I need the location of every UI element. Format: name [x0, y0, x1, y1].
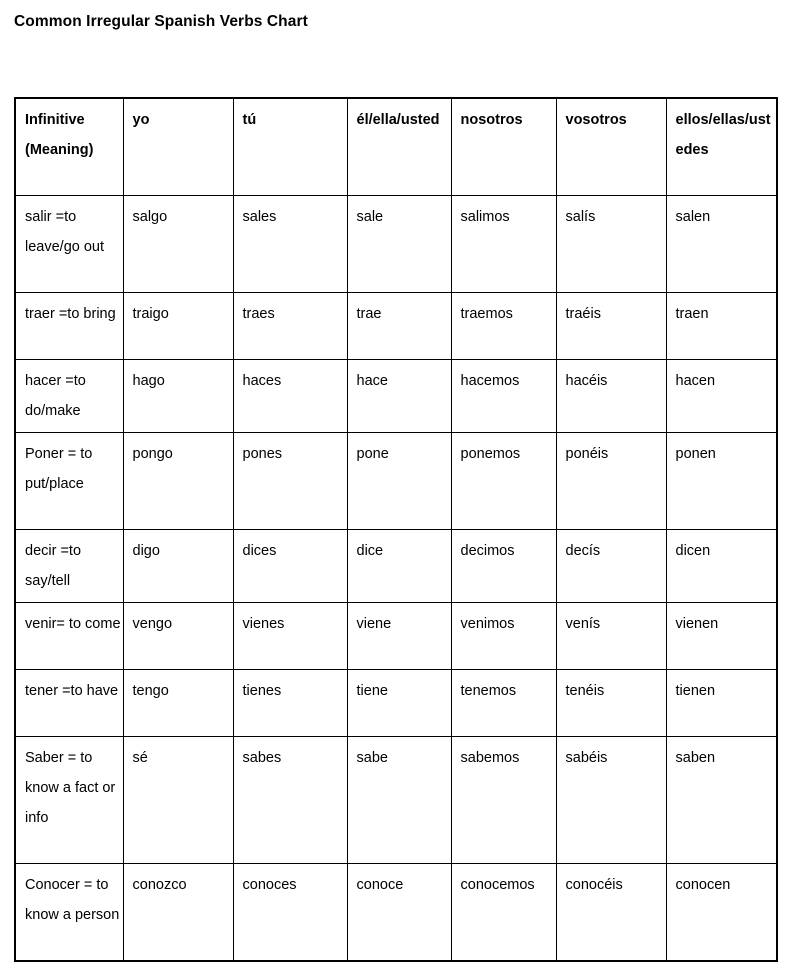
cell-infinitive: salir =to leave/go out	[15, 196, 123, 293]
cell-nosotros: decimos	[451, 530, 556, 603]
cell-nosotros: sabemos	[451, 737, 556, 864]
cell-vosotros: ponéis	[556, 433, 666, 530]
cell-vosotros: tenéis	[556, 670, 666, 737]
cell-vosotros: sabéis	[556, 737, 666, 864]
cell-infinitive: tener =to have	[15, 670, 123, 737]
cell-el: viene	[347, 603, 451, 670]
cell-el: sale	[347, 196, 451, 293]
cell-el: hace	[347, 360, 451, 433]
cell-tu: pones	[233, 433, 347, 530]
cell-ellos: vienen	[666, 603, 777, 670]
page-title: Common Irregular Spanish Verbs Chart	[14, 13, 308, 30]
cell-nosotros: venimos	[451, 603, 556, 670]
cell-tu: dices	[233, 530, 347, 603]
cell-nosotros: salimos	[451, 196, 556, 293]
cell-yo: tengo	[123, 670, 233, 737]
column-header-vosotros: vosotros	[556, 98, 666, 196]
cell-yo: traigo	[123, 293, 233, 360]
cell-yo: hago	[123, 360, 233, 433]
cell-infinitive: decir =to say/tell	[15, 530, 123, 603]
column-header-tu: tú	[233, 98, 347, 196]
cell-vosotros: salís	[556, 196, 666, 293]
cell-yo: digo	[123, 530, 233, 603]
cell-vosotros: conocéis	[556, 864, 666, 962]
cell-tu: conoces	[233, 864, 347, 962]
cell-el: tiene	[347, 670, 451, 737]
cell-tu: tienes	[233, 670, 347, 737]
cell-infinitive: Poner = to put/place	[15, 433, 123, 530]
cell-el: dice	[347, 530, 451, 603]
cell-infinitive: Saber = to know a fact or info	[15, 737, 123, 864]
cell-ellos: salen	[666, 196, 777, 293]
column-header-yo: yo	[123, 98, 233, 196]
cell-tu: traes	[233, 293, 347, 360]
cell-yo: sé	[123, 737, 233, 864]
table-row	[15, 737, 777, 864]
cell-yo: vengo	[123, 603, 233, 670]
cell-nosotros: hacemos	[451, 360, 556, 433]
cell-ellos: tienen	[666, 670, 777, 737]
table-header-row	[15, 98, 777, 196]
cell-vosotros: decís	[556, 530, 666, 603]
cell-tu: vienes	[233, 603, 347, 670]
cell-ellos: conocen	[666, 864, 777, 962]
table-row	[15, 530, 777, 603]
cell-el: trae	[347, 293, 451, 360]
table-row	[15, 293, 777, 360]
cell-ellos: traen	[666, 293, 777, 360]
cell-ellos: saben	[666, 737, 777, 864]
cell-nosotros: tenemos	[451, 670, 556, 737]
cell-yo: conozco	[123, 864, 233, 962]
cell-tu: sabes	[233, 737, 347, 864]
cell-nosotros: traemos	[451, 293, 556, 360]
cell-yo: pongo	[123, 433, 233, 530]
cell-infinitive: traer =to bring	[15, 293, 123, 360]
verbs-table-container	[14, 97, 776, 962]
table-row	[15, 670, 777, 737]
cell-el: sabe	[347, 737, 451, 864]
cell-infinitive: venir= to come	[15, 603, 123, 670]
table-header	[15, 98, 777, 196]
cell-tu: haces	[233, 360, 347, 433]
cell-ellos: ponen	[666, 433, 777, 530]
cell-el: pone	[347, 433, 451, 530]
irregular-verbs-table	[14, 97, 778, 962]
table-row	[15, 360, 777, 433]
cell-vosotros: hacéis	[556, 360, 666, 433]
cell-nosotros: ponemos	[451, 433, 556, 530]
cell-nosotros: conocemos	[451, 864, 556, 962]
column-header-el-ella-usted: él/ella/usted	[347, 98, 451, 196]
cell-ellos: dicen	[666, 530, 777, 603]
cell-vosotros: venís	[556, 603, 666, 670]
column-header-ellos-ellas-ustedes: ellos/ellas/ustedes	[666, 98, 777, 196]
table-row	[15, 433, 777, 530]
table-row	[15, 864, 777, 962]
table-body	[15, 196, 777, 962]
cell-ellos: hacen	[666, 360, 777, 433]
cell-yo: salgo	[123, 196, 233, 293]
cell-el: conoce	[347, 864, 451, 962]
cell-vosotros: traéis	[556, 293, 666, 360]
column-header-nosotros: nosotros	[451, 98, 556, 196]
cell-tu: sales	[233, 196, 347, 293]
table-row	[15, 196, 777, 293]
column-header-infinitive: Infinitive (Meaning)	[15, 98, 123, 196]
table-row	[15, 603, 777, 670]
cell-infinitive: hacer =to do/make	[15, 360, 123, 433]
cell-infinitive: Conocer = to know a person	[15, 864, 123, 962]
